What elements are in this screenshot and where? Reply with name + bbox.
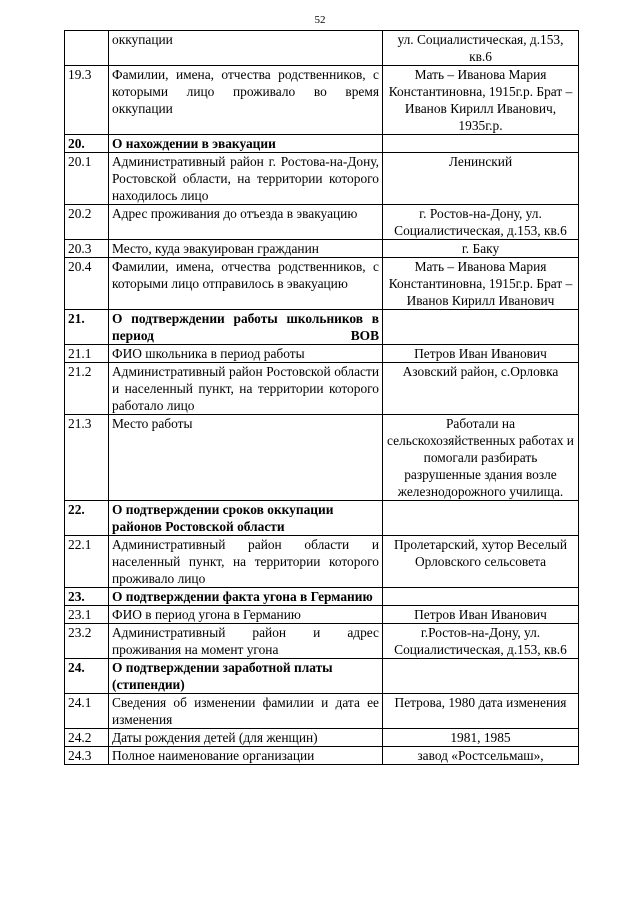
row-number: 21.1 <box>65 345 109 363</box>
section-row <box>65 501 579 536</box>
row-value: ул. Социалистическая, д.153, кв.6 <box>383 31 579 66</box>
row-value: г. Ростов-на-Дону, ул. Социалистическая, д.153, кв.6 <box>383 205 579 240</box>
table-row <box>65 624 579 659</box>
row-value <box>383 501 579 536</box>
row-value: г.Ростов-на-Дону, ул. Социалистическая, д.153, кв.6 <box>383 624 579 659</box>
row-value <box>383 310 579 345</box>
row-value: Ленинский <box>383 153 579 205</box>
section-title: О подтверждении сроков оккупации районов Ростовской области <box>109 501 383 536</box>
section-number: 24. <box>65 659 109 694</box>
row-number <box>65 31 109 66</box>
row-value: Пролетарский, хутор Веселый Орловского сельсовета <box>383 536 579 588</box>
section-row <box>65 310 579 345</box>
row-value: г. Баку <box>383 240 579 258</box>
row-value: Петров Иван Иванович <box>383 606 579 624</box>
row-value: завод «Ростсельмаш», <box>383 747 579 765</box>
row-value: Азовский район, с.Орловка <box>383 363 579 415</box>
section-title: О нахождении в эвакуации <box>109 135 383 153</box>
table-row <box>65 258 579 310</box>
row-number: 20.2 <box>65 205 109 240</box>
row-number: 24.1 <box>65 694 109 729</box>
table-row <box>65 363 579 415</box>
table-row <box>65 153 579 205</box>
row-value: Мать – Иванова Мария Константиновна, 1915г.р. Брат – Иванов Кирилл Иванович, 1935г.р. <box>383 66 579 135</box>
row-field: Даты рождения детей (для женщин) <box>109 729 383 747</box>
section-title: О подтверждении работы школьников в период ВОВ <box>109 310 383 345</box>
row-number: 19.3 <box>65 66 109 135</box>
row-field: Место, куда эвакуирован гражданин <box>109 240 383 258</box>
section-row <box>65 659 579 694</box>
page-number: 52 <box>314 14 326 26</box>
table-row <box>65 240 579 258</box>
data-table <box>64 30 579 765</box>
row-field: Административный район области и населенный пункт, на территории которого проживало лицо <box>109 536 383 588</box>
row-value <box>383 588 579 606</box>
row-value: Мать – Иванова Мария Константиновна, 1915г.р. Брат – Иванов Кирилл Иванович <box>383 258 579 310</box>
row-number: 21.3 <box>65 415 109 501</box>
row-field: Сведения об изменении фамилии и дата ее изменения <box>109 694 383 729</box>
table-row <box>65 415 579 501</box>
section-title: О подтверждении заработной платы (стипендии) <box>109 659 383 694</box>
section-row <box>65 135 579 153</box>
section-number: 20. <box>65 135 109 153</box>
table-row <box>65 205 579 240</box>
table-row <box>65 66 579 135</box>
row-value: 1981, 1985 <box>383 729 579 747</box>
row-field: Адрес проживания до отъезда в эвакуацию <box>109 205 383 240</box>
section-title: О подтверждении факта угона в Германию <box>109 588 383 606</box>
row-number: 23.2 <box>65 624 109 659</box>
row-number: 20.3 <box>65 240 109 258</box>
table-row <box>65 729 579 747</box>
table-row <box>65 694 579 729</box>
row-number: 22.1 <box>65 536 109 588</box>
row-value: Работали на сельскохозяйственных работах и помогали разбирать разрушенные здания возле железнодорожного училища. <box>383 415 579 501</box>
row-field: Место работы <box>109 415 383 501</box>
row-value <box>383 659 579 694</box>
row-field: оккупации <box>109 31 383 66</box>
row-field: Административный район г. Ростова-на-Дону, Ростовской области, на территории которого находилось лицо <box>109 153 383 205</box>
row-field: Фамилии, имена, отчества родственников, с которыми лицо проживало во время оккупации <box>109 66 383 135</box>
row-field: Полное наименование организации <box>109 747 383 765</box>
row-number: 20.1 <box>65 153 109 205</box>
row-number: 20.4 <box>65 258 109 310</box>
row-field: Административный район и адрес проживания на момент угона <box>109 624 383 659</box>
row-number: 21.2 <box>65 363 109 415</box>
table-row <box>65 536 579 588</box>
table-row <box>65 31 579 66</box>
table-row <box>65 606 579 624</box>
table-row <box>65 345 579 363</box>
row-value: Петров Иван Иванович <box>383 345 579 363</box>
row-field: ФИО в период угона в Германию <box>109 606 383 624</box>
row-value <box>383 135 579 153</box>
table-row <box>65 747 579 765</box>
row-field: Административный район Ростовской области и населенный пункт, на территории которого работало лицо <box>109 363 383 415</box>
row-field: ФИО школьника в период работы <box>109 345 383 363</box>
row-number: 23.1 <box>65 606 109 624</box>
section-number: 23. <box>65 588 109 606</box>
row-field: Фамилии, имена, отчества родственников, с которыми лицо отправилось в эвакуацию <box>109 258 383 310</box>
row-number: 24.2 <box>65 729 109 747</box>
section-row <box>65 588 579 606</box>
section-number: 21. <box>65 310 109 345</box>
row-number: 24.3 <box>65 747 109 765</box>
row-value: Петрова, 1980 дата изменения <box>383 694 579 729</box>
section-number: 22. <box>65 501 109 536</box>
